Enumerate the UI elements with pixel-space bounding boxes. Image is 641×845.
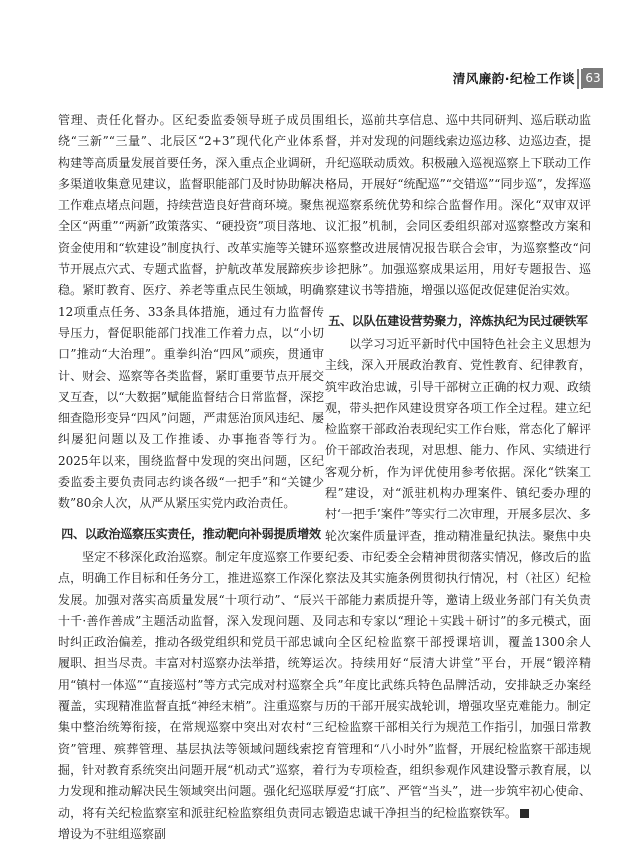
heading-section-four: 四、以政治巡察压实责任，推动靶向补弱提质增效 [61,526,321,541]
paragraph-political-inspection: 坚定不移深化政治巡察。制定年度巡察工作要点，明确工作目标和任务分工，推进巡察工作深化发展。加强对落实高质量发展“十项行动”、“辰兴十千·善作善成”主题活动监督，深入发现问题、及时纠正政治偏差，推动各级党组织和党员干部忠诚履职、担当尽责。丰富对村巡察办法举措，统筹运用“镇村一体巡”“直接巡村”等方式完成对村巡察全覆盖，实现精准监督直抵“神经末梢”。注重巡察与集中整治统筹衔接，在常规巡察中突出对农村“三资”管理、殡葬管理、基层执法等领域问题线索挖掘，针对教育系统突出问题开展“机动式”巡察，着力发现和推动解决民生领域突出问题。强化纪巡联动，将有关纪检监察室和派驻纪检监察组负责同志增设为不驻组巡察副 [58,549,324,841]
page-header [0,68,641,92]
paragraph-inspection-continued: 组长，巡前共享信息、巡中共同研判、巡后联动监督，并对发现的问题线索边巡边移、边巡边查，提升纪巡联动质效。积极融入巡视巡察上下联动工作格局，开展好“统配巡”“交错巡”“同步巡”，发挥巡视巡察系统优势和综合监督作用。深化“双审双评议汇报”机制，会同区委组织部对巡察整改方案和巡察整改进展情况报告联合会审，为巡察整改“问诊把脉”。加强巡察成果运用，用好专题报告、巡察建议书等措施，增强以巡促改促建促治实效。 [325,113,591,298]
left-column [58,110,324,845]
heading-section-five: 五、以队伍建设营势聚力，淬炼执纪为民过硬铁军 [328,313,588,328]
section-title: 清风廉韵·纪检工作谈 [452,71,575,86]
paragraph-oversight-continued: 管理、责任化督办。区纪委监委领导班子成员围绕“三新”“三量”、北辰区“2+3”现代化产业体系构建等高质量发展首要任务，深入重点企业调研，多渠道收集意见建议，监督职能部门及时协助解决工作难点堵点问题，持续营造良好营商环境。聚焦全区“两重”“两新”政策落实、“硬投资”项目落地、资金使用和“软建设”制度执行、改革实施等关键环节开展点穴式、专题式监督，护航改革发展蹄疾步稳。紧盯教育、医疗、养老等重点民生领域，明确12项重点任务、33条具体措施，通过有力监督传导压力，督促职能部门找准工作着力点，以“小切口”推动“大治理”。重拳纠治“四风”顽疾，贯通审计、财会、巡察等各类监督，紧盯重要节点开展交叉互查，以“大数据”赋能监督结合日常监督，深挖细查隐形变异“四风”问题，严肃惩治顶风违纪、屡纠屡犯问题以及工作推诿、办事拖沓等行为。2025年以来，围绕监督中发现的突出问题，区纪委监委主要负责同志约谈各级“一把手”和“关键少数”80余人次，从严从紧压实党内政治责任。 [58,113,324,511]
article-end-mark [520,809,529,818]
right-column [325,110,591,824]
paragraph-team-building [325,334,591,824]
page-number: 63 [583,68,603,88]
paragraph-team-building-text: 以学习习近平新时代中国特色社会主义思想为主线，深入开展政治教育、党性教育、纪律教育，筑牢政治忠诚，引导干部树立正确的权力观、政绩观，带头把作风建设贯穿各项工作全过程。建立纪检监察干部政治表现纪实工作台账，常态化了解评价干部政治表现，对思想、能力、作风、实绩进行客观分析，作为评优使用参考依据。深化“铁案工程”建设，对“派驻机构办理案件、镇纪委办理的村‘一把手’案件”等实行二次审理，开展多层次、多轮次案件质量评查，推动精准量纪执法。聚焦中央纪委、市纪委全会精神贯彻落实情况，修改后的监察法及其实施条例贯彻执行情况，村（社区）纪检干部能力素质提升等，邀请上级业务部门有关负责同志和专家以“理论＋实践＋研讨”的多元模式，面向全区纪检监察干部授课培训，覆盖1300余人次。持续用好“辰清大讲堂”平台，开展“锻淬精兵”年度比武练兵特色品牌活动，安排缺乏办案经历的干部开展实战轮训，增强攻坚克难能力。制定纪检监察干部相关行为规范工作指引，加强日常教育管理和“八小时外”监督，开展纪检监察干部违规行为专项检查，组织参观作风建设警示教育展，以厚爱“打底”、严管“当头”，进一步筑牢初心使命、锻造忠诚干净担当的纪检监察铁军。 [325,336,591,820]
